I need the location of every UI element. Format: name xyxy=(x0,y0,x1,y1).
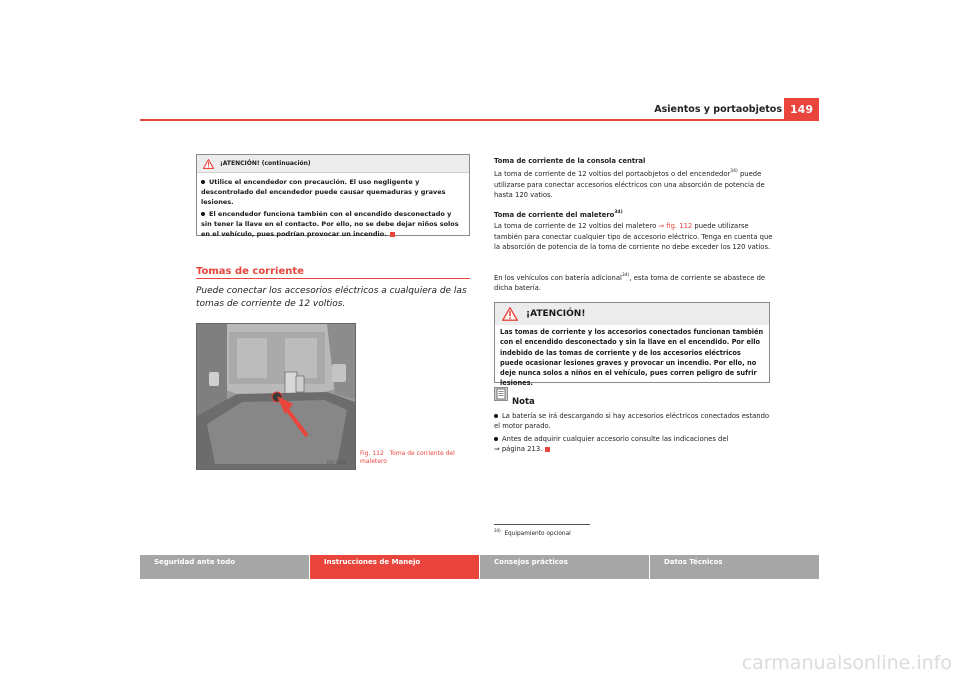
bullet-icon xyxy=(201,212,205,216)
warning-continued-header xyxy=(197,155,469,173)
section-title: Tomas de corriente xyxy=(196,266,304,277)
section-end-icon xyxy=(390,232,395,237)
page-number: 149 xyxy=(784,98,819,120)
page-reference-link[interactable]: ⇒ página 213. xyxy=(494,445,543,454)
bullet-icon xyxy=(494,414,498,418)
watermark: carmanualsonline.info xyxy=(741,652,952,674)
header-rule xyxy=(140,119,819,121)
warning-continued-box xyxy=(196,154,470,236)
bullet-icon xyxy=(494,437,498,441)
tab-datos-tecnicos[interactable]: Datos Técnicos xyxy=(650,555,819,579)
footnote-ref: 34) xyxy=(614,210,623,215)
warning-triangle-icon xyxy=(203,159,214,169)
tab-consejos[interactable]: Consejos prácticos xyxy=(480,555,649,579)
footnote-ref: 34) xyxy=(730,169,738,175)
figure-caption: Fig. 112 Toma de corriente del maletero xyxy=(360,450,455,465)
battery-paragraph: En los vehículos con batería adicional$^{34)}$, esta toma de corriente se abastece de dicha batería. xyxy=(494,273,766,293)
warning-item: El encendedor funciona también con el encendido desconectado y sin tener la llave en el contacto. Por ello, no se debe dejar niños solos en el vehículo, pues podrían provocar un incendio. xyxy=(201,210,459,238)
bullet-icon xyxy=(201,180,205,184)
footnote-rule xyxy=(494,524,590,525)
section-rule xyxy=(196,278,470,279)
console-outlet-paragraph: Toma de corriente de la consola central La toma de corriente de 12 voltios del portaobjetos o del encendedor$^{34)}$ puede utilizarse para conectar accesorios eléctricos con una absorción de potencia de hasta 120 vatios. xyxy=(494,156,774,200)
tab-instrucciones[interactable]: Instrucciones de Manejo xyxy=(310,555,479,579)
figure-link[interactable]: ⇒ fig. 112 xyxy=(658,222,693,231)
footnote-ref: 34) xyxy=(621,273,630,278)
section-intro: Puede conectar los accesorios eléctricos a cualquiera de las tomas de corriente de 12 voltios. xyxy=(196,286,467,309)
note-item: La batería se irá descargando si hay accesorios eléctricos conectados estando el motor parado. xyxy=(494,412,770,431)
section-end-icon xyxy=(545,447,550,452)
attention-header xyxy=(495,303,769,325)
trunk-outlet-paragraph: Toma de corriente del maletero$^{34)}$ La toma de corriente de 12 voltios del maletero ⇒ fig. 112 puede utilizarse también para conectar cualquier tipo de accesorio eléctrico. Tenga en cuenta que la absorción de potencia de la toma de corriente no debe exceder los 120 vatios. xyxy=(494,210,773,251)
tab-seguridad[interactable]: Seguridad ante todo xyxy=(140,555,309,579)
trunk-outlet-heading: Toma de corriente del maletero$^{34)}$ xyxy=(494,210,623,219)
page-header-title: Asientos y portaobjetos xyxy=(654,104,782,115)
note-icon xyxy=(494,387,508,401)
warning-continued-title: ¡ATENCIÓN! (continuación) xyxy=(220,160,311,167)
note-title: Nota xyxy=(512,397,535,407)
chapter-tabs xyxy=(140,555,819,579)
warning-item: Utilice el encendedor con precaución. El uso negligente y descontrolado del encendedor puede causar quemaduras y graves lesiones. xyxy=(201,178,446,206)
console-outlet-heading: Toma de corriente de la consola central xyxy=(494,157,646,165)
footnote-mark: 34) xyxy=(494,528,501,533)
attention-text: Las tomas de corriente y los accesorios conectados funcionan también con el encendido desconectado y sin la llave en el encendido. Por ello indebido de las tomas de corriente y de los accesorios eléctricos puede ocasionar lesiones graves y provocar un incendio. Por ello, no deje nunca solos a niños en el vehículo, pues corren peligro de sufrir lesiones. xyxy=(500,328,764,388)
warning-triangle-icon xyxy=(502,307,518,321)
trunk-photo xyxy=(197,324,355,469)
footnote: $^{34)}$ Equipamiento opcional xyxy=(494,528,571,537)
attention-title: ¡ATENCIÓN! xyxy=(526,309,586,319)
trunk-power-outlet-figure xyxy=(196,323,356,470)
attention-box xyxy=(494,302,770,388)
figure-code: B7F-0101 xyxy=(327,460,347,465)
note-item: Antes de adquirir cualquier accesorio consulte las indicaciones del ⇒ página 213. xyxy=(494,435,729,454)
